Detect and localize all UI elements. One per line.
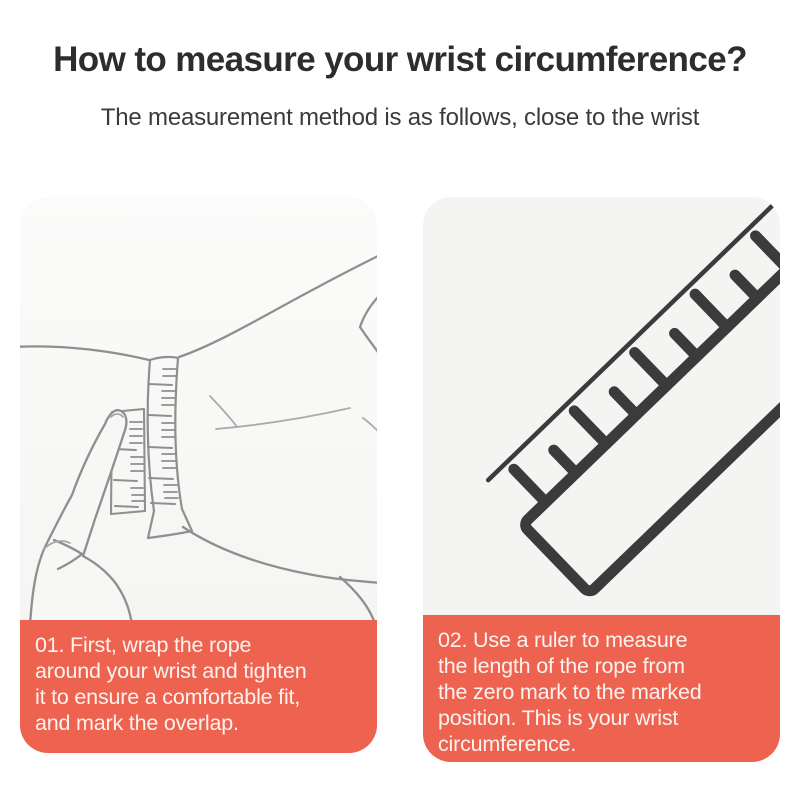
caption-line: it to ensure a comfortable fit, [35, 685, 301, 709]
wrist-measure-illustration [20, 197, 377, 620]
wrist-with-measuring-tape-illustration [20, 197, 377, 620]
steps-row [20, 197, 780, 762]
ruler-icon [423, 197, 780, 615]
page-title: How to measure your wrist circumference? [53, 40, 747, 79]
step-card-1 [20, 197, 377, 753]
caption-line: position. This is your wrist [438, 706, 679, 730]
caption-line: around your wrist and tighten [35, 659, 307, 683]
step-card-2 [423, 197, 780, 762]
step-2-caption [423, 615, 780, 762]
ruler-illustration [423, 197, 780, 615]
caption-line: the zero mark to the marked [438, 680, 702, 704]
step-1-caption [20, 620, 377, 753]
caption-line: circumference. [438, 732, 577, 756]
caption-line: and mark the overlap. [35, 711, 239, 735]
page-subtitle: The measurement method is as follows, close to the wrist [100, 104, 700, 131]
caption-line: 02. Use a ruler to measure [438, 628, 688, 652]
caption-line: the length of the rope from [438, 654, 685, 678]
caption-line: 01. First, wrap the rope [35, 633, 252, 657]
